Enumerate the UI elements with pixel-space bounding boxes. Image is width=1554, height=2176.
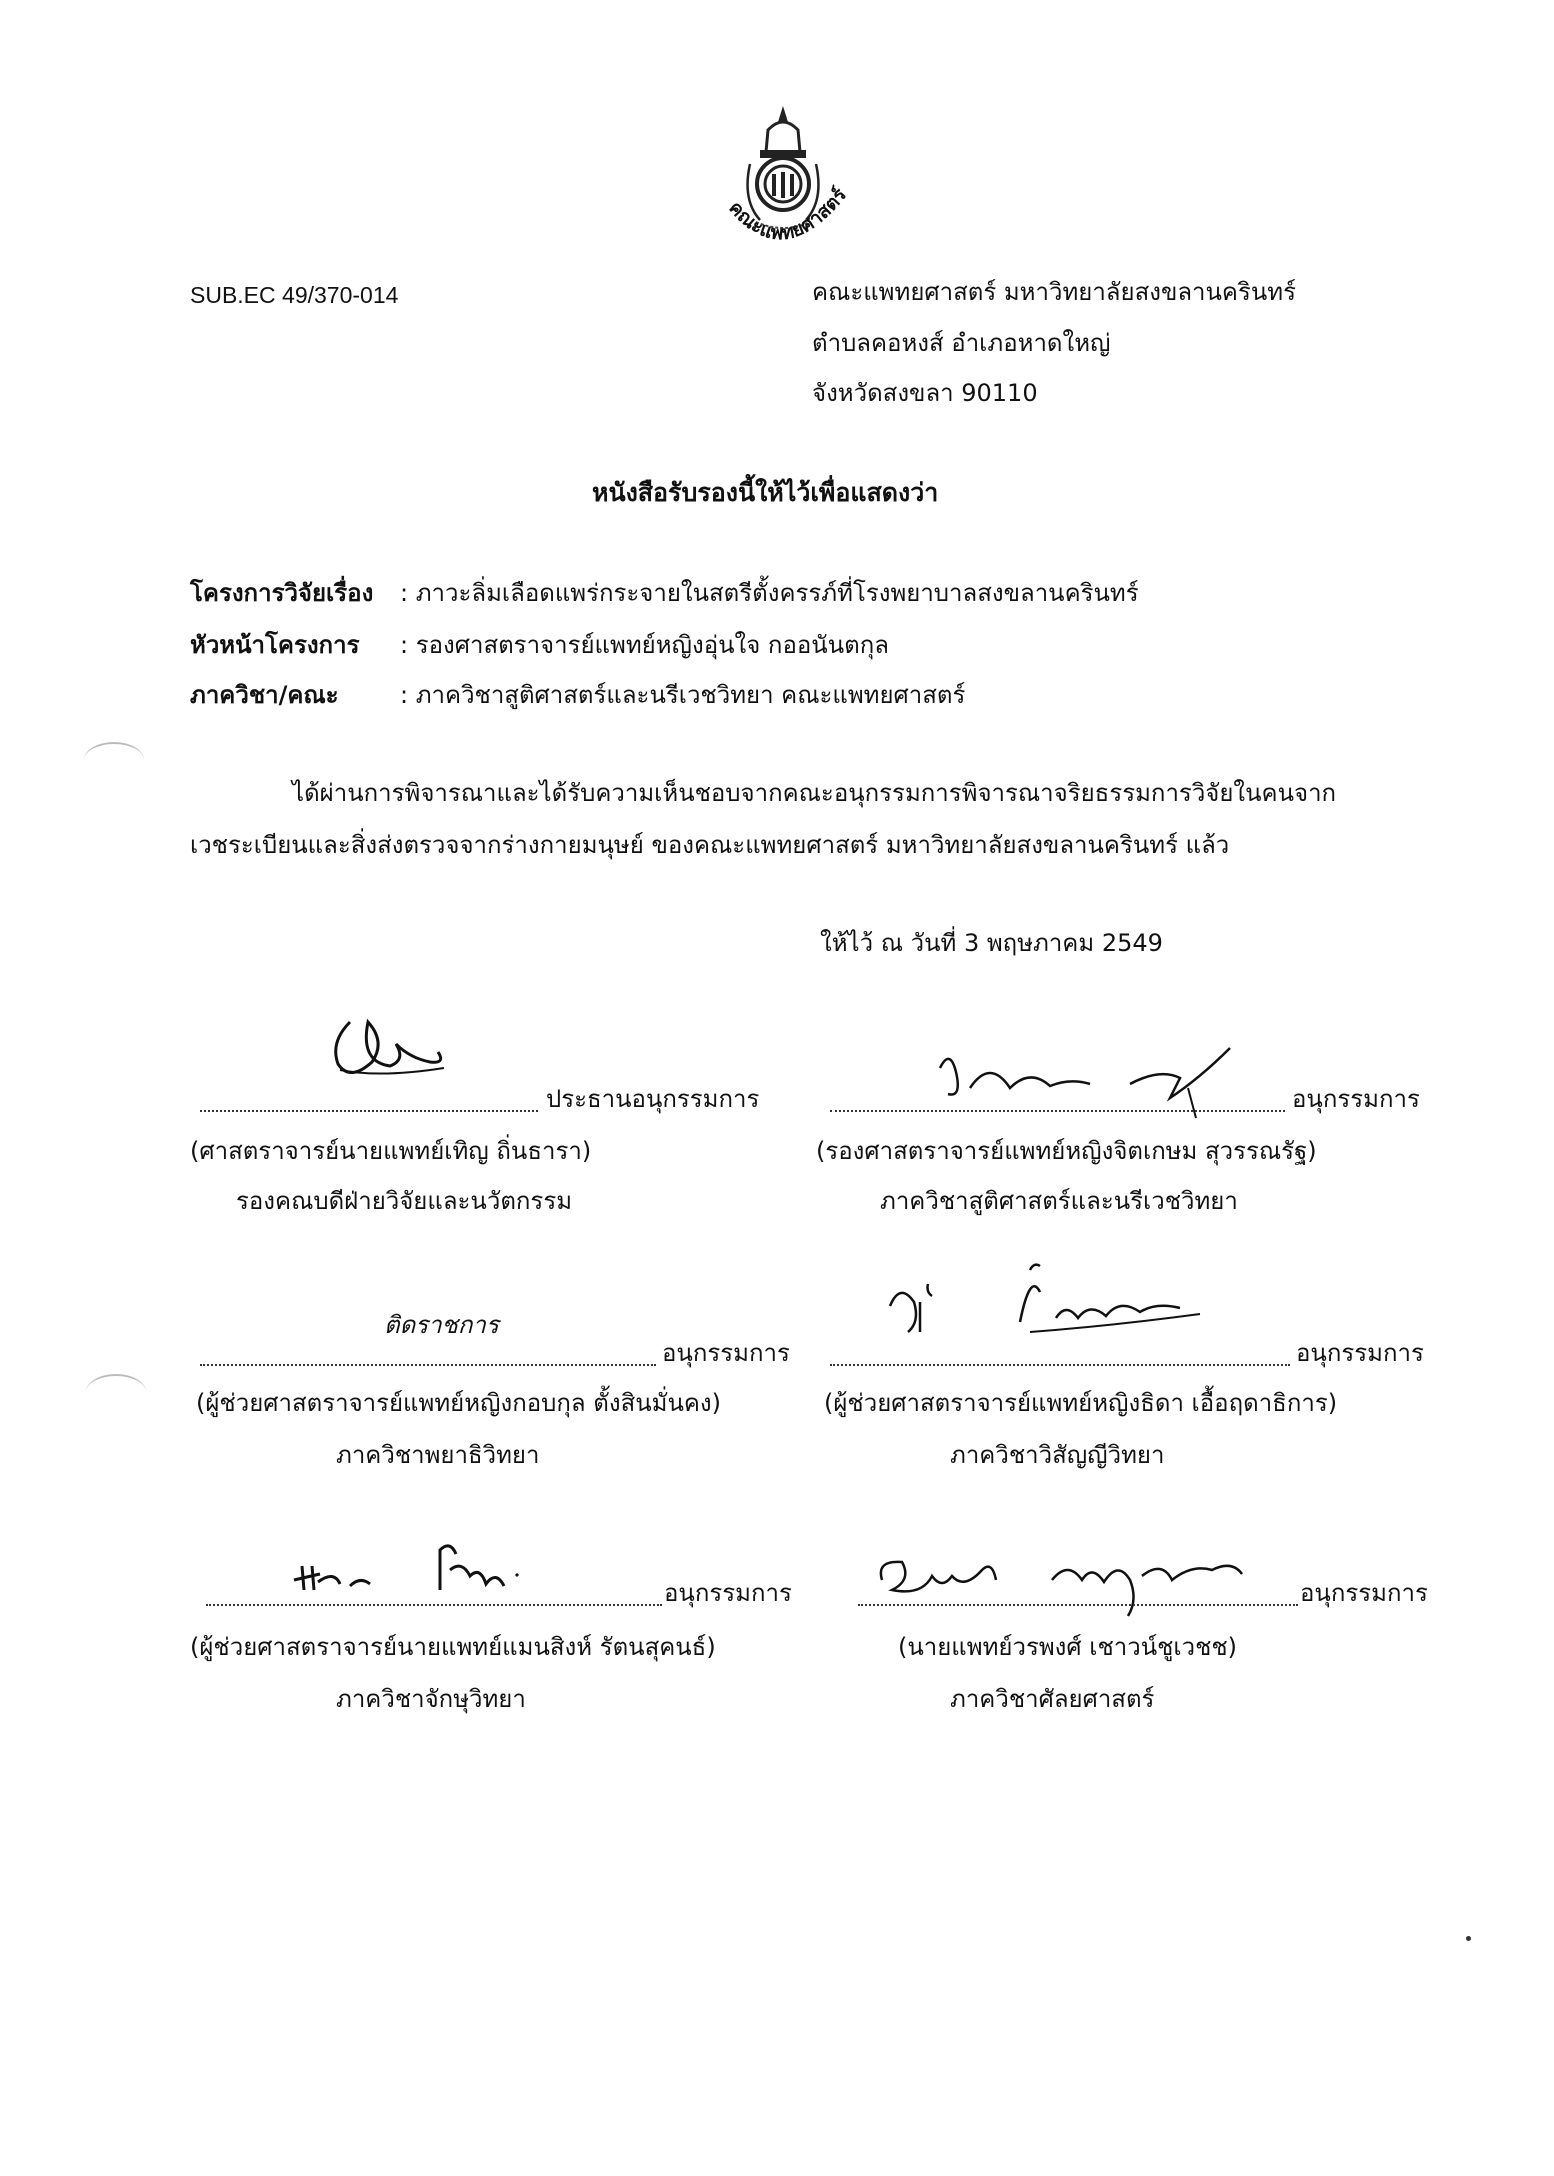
signatory-position: ภาควิชาวิสัญญีวิทยา <box>950 1441 1165 1469</box>
signatory-role: อนุกรรมการ <box>1296 1339 1424 1367</box>
signatory-role: อนุกรรมการ <box>1300 1579 1428 1607</box>
seal-emblem-icon <box>708 100 858 250</box>
signatory-position: ภาควิชาพยาธิวิทยา <box>336 1441 540 1469</box>
signature-scribble <box>320 1002 460 1096</box>
signatory-position: ภาควิชาสูติศาสตร์และนรีเวชวิทยา <box>880 1187 1238 1215</box>
signature-line <box>858 1604 1298 1606</box>
punch-hole-mark <box>84 742 144 778</box>
issue-date: ให้ไว้ ณ วันที่ 3 พฤษภาคม 2549 <box>820 929 1163 957</box>
scan-speck <box>1466 1936 1471 1941</box>
svg-text:คณะแพทยศาสตร์ <box>724 183 851 244</box>
signature-line <box>200 1364 656 1366</box>
signature-line <box>206 1604 662 1606</box>
signature-scribble <box>290 1530 540 1604</box>
signatory-name: (นายแพทย์วรพงศ์ เชาวน์ชูเวชช) <box>898 1633 1238 1661</box>
signatory-role: อนุกรรมการ <box>662 1339 790 1367</box>
reference-number: SUB.EC 49/370-014 <box>190 282 399 308</box>
field-label-project: โครงการวิจัยเรื่อง <box>190 579 374 607</box>
seal-arc-text: คณะแพทยศาสตร์ <box>724 184 851 245</box>
punch-hole-mark <box>86 1374 146 1410</box>
body-line-2: เวชระเบียนและสิ่งส่งตรวจจากร่างกายมนุษย์ ของคณะแพทยศาสตร์ มหาวิทยาลัยสงขลานครินทร์ แล้ว <box>190 831 1230 859</box>
certificate-title: หนังสือรับรองนี้ให้ไว้เพื่อแสดงว่า <box>592 478 939 507</box>
signatory-position: รองคณบดีฝ่ายวิจัยและนวัตกรรม <box>236 1187 573 1215</box>
address-line-1: คณะแพทยศาสตร์ มหาวิทยาลัยสงขลานครินทร์ <box>812 278 1296 306</box>
signatory-name: (ผู้ช่วยศาสตราจารย์แพทย์หญิงกอบกุล ตั้งสินมั่นคง) <box>196 1389 721 1417</box>
field-label-head: หัวหน้าโครงการ <box>190 631 360 659</box>
body-line-1: ได้ผ่านการพิจารณาและได้รับความเห็นชอบจากคณะอนุกรรมการพิจารณาจริยธรรมการวิจัยในคนจาก <box>292 779 1337 807</box>
handwritten-note: ติดราชการ <box>384 1311 499 1339</box>
address-line-3: จังหวัดสงขลา 90110 <box>812 379 1038 407</box>
field-value-head: : รองศาสตราจารย์แพทย์หญิงอุ่นใจ กออนันตกุล <box>400 631 889 659</box>
signatory-name: (ศาสตราจารย์นายแพทย์เทิญ ถิ่นธารา) <box>190 1137 592 1165</box>
signatory-name: (ผู้ช่วยศาสตราจารย์แพทย์หญิงธิดา เอื้อฤดาธิการ) <box>824 1389 1338 1417</box>
signature-line <box>830 1110 1285 1112</box>
signatory-role: ประธานอนุกรรมการ <box>546 1085 760 1113</box>
signatory-position: ภาควิชาจักษุวิทยา <box>336 1685 526 1713</box>
signature-line <box>830 1364 1290 1366</box>
signature-scribble <box>872 1540 1262 1624</box>
signatory-name: (ผู้ช่วยศาสตราจารย์นายแพทย์แมนสิงห์ รัตนสุคนธ์) <box>190 1633 716 1661</box>
field-value-department: : ภาควิชาสูติศาสตร์และนรีเวชวิทยา คณะแพทยศาสตร์ <box>400 681 966 709</box>
signatory-role: อนุกรรมการ <box>1292 1085 1420 1113</box>
address-line-2: ตำบลคอหงส์ อำเภอหาดใหญ่ <box>812 329 1111 357</box>
field-value-project: : ภาวะลิ่มเลือดแพร่กระจายในสตรีตั้งครรภ์ที่โรงพยาบาลสงขลานครินทร์ <box>400 579 1139 607</box>
field-label-department: ภาควิชา/คณะ <box>190 681 339 709</box>
faculty-seal-logo <box>708 100 858 250</box>
signatory-role: อนุกรรมการ <box>664 1579 792 1607</box>
signature-line <box>200 1110 538 1112</box>
signatory-name: (รองศาสตราจารย์แพทย์หญิงจิตเกษม สุวรรณรัฐ) <box>816 1137 1317 1165</box>
signature-scribble <box>880 1262 1210 1356</box>
signatory-position: ภาควิชาศัลยศาสตร์ <box>950 1685 1155 1713</box>
